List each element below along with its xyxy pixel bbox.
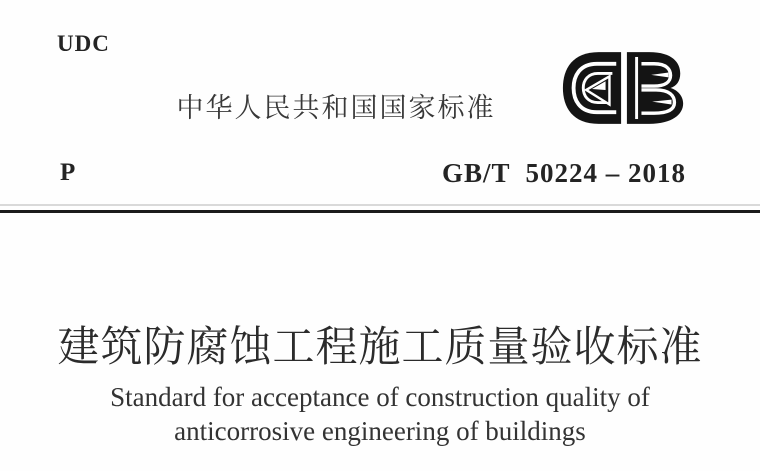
header-rule-shadow: [0, 204, 760, 206]
udc-label: UDC: [57, 31, 110, 56]
title-english-line1: Standard for acceptance of construction quality of: [110, 382, 650, 412]
national-standard-heading: 中华人民共和国国家标准: [176, 93, 496, 123]
doc-class-label: P: [60, 159, 76, 186]
title-english-line2: anticorrosive engineering of buildings: [174, 416, 586, 446]
header-rule: [0, 210, 760, 213]
gb-emblem-icon: [560, 50, 688, 126]
title-chinese: 建筑防腐蚀工程施工质量验收标准: [57, 325, 703, 371]
standard-number: GB/T 50224 – 2018: [441, 158, 686, 188]
